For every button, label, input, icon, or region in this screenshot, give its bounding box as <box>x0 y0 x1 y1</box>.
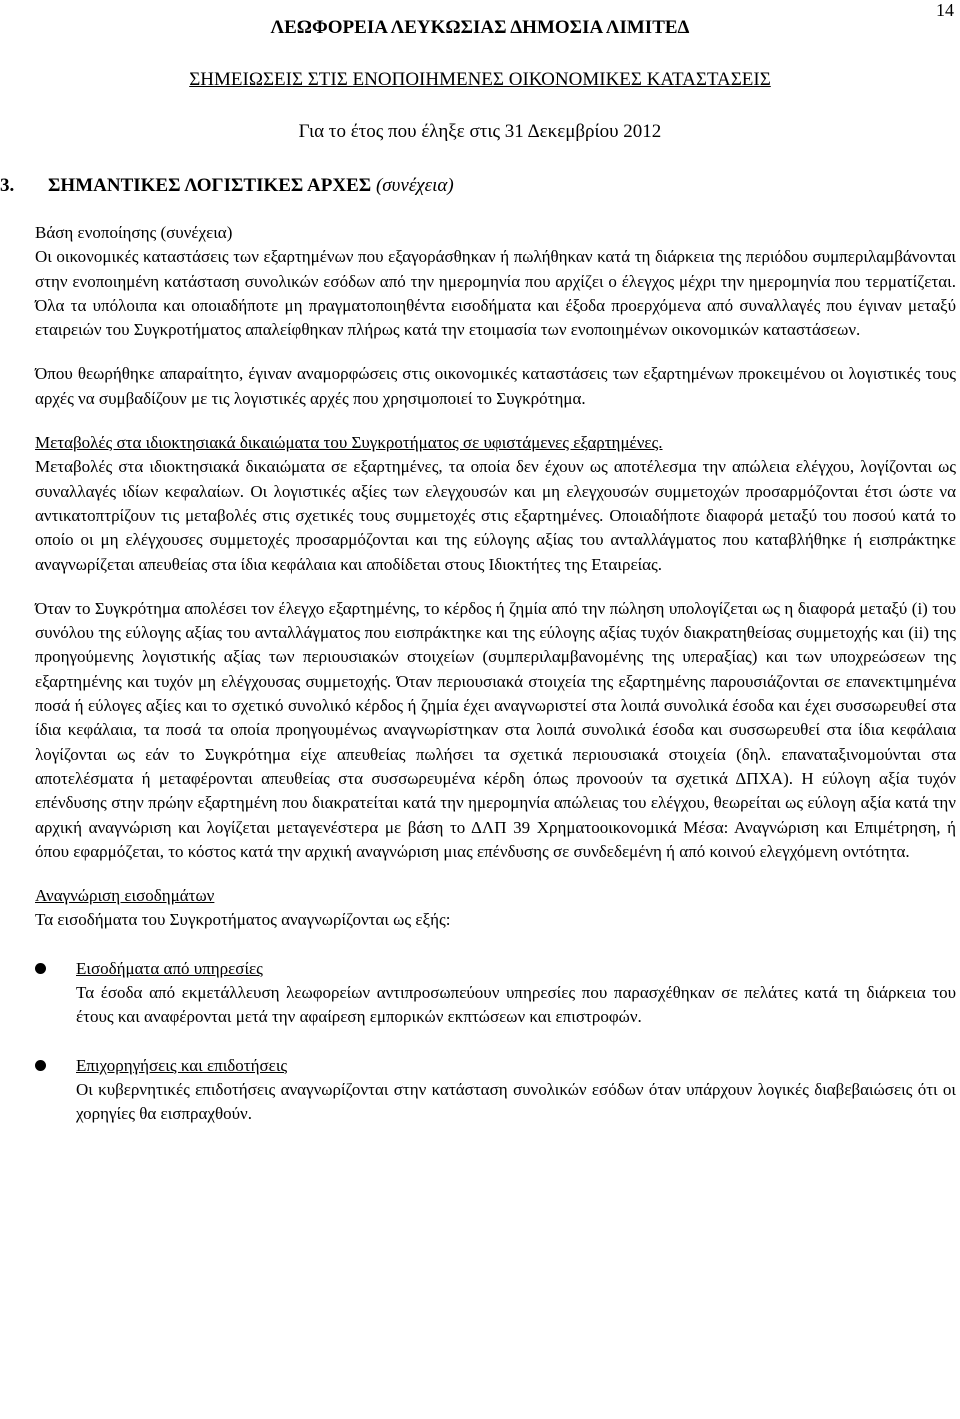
list-item <box>35 1054 956 1127</box>
document-title: ΣΗΜΕΙΩΣΕΙΣ ΣΤΙΣ ΕΝΟΠΟΙΗΜΕΝΕΣ ΟΙΚΟΝΟΜΙΚΕΣ ΚΑΤΑΣΤΑΣΕΙΣ <box>189 69 771 90</box>
ownership-changes-heading: Μεταβολές στα ιδιοκτησιακά δικαιώματα του Συγκροτήματος σε υφιστάμενες εξαρτημένες. <box>35 433 663 453</box>
document-body <box>0 171 956 1127</box>
list-item-text: Τα έσοδα από εκμετάλλευση λεωφορείων αντιπροσωπεύουν υπηρεσίες που παρασχέθηκαν σε πελάτες κατά τη διάρκεια του έτους και αναφέρονται μετά την αφαίρεση εμπορικών εκπτώσεων και επιστροφών. <box>76 983 956 1027</box>
bullet-icon <box>35 963 46 974</box>
section-continued: (συνέχεια) <box>375 175 454 196</box>
list-item <box>35 957 956 1030</box>
list-item-title: Επιχορηγήσεις και επιδοτήσεις <box>76 1055 288 1075</box>
revenue-heading: Αναγνώριση εισοδημάτων <box>35 886 215 906</box>
consolidation-paragraph-1: Οι οικονομικές καταστάσεις των εξαρτημένων που εξαγοράσθηκαν ή πωλήθηκαν κατά τη διάρκεια της περιόδου συμπεριλαμβάνονται στην ενοποιημένη κατάσταση συνολικών εσόδων από την ημερομηνία που αρχίζει ο έλεγχος μέχρι την ημερομηνία που τερματίζεται. Όλα τα υπόλοιπα και οποιαδήποτε μη πραγματοποιηθέντα εισοδήματα και έξοδα προερχόμενα από συναλλαγές που έγιναν μεταξύ εταιρειών του Συγκροτήματος απαλείφθηκαν πλήρως κατά την ετοιμασία των ενοποιημένων οικονομικών καταστάσεων. <box>35 247 956 340</box>
reporting-period: Για το έτος που έληξε στις 31 Δεκεμβρίου 2012 <box>298 121 662 142</box>
consolidation-paragraph-2: Όπου θεωρήθηκε απαραίτητο, έγιναν αναμορφώσεις στις οικονομικές καταστάσεις των εξαρτημένων προκειμένου οι λογιστικές τους αρχές να συμβαδίζουν με τις λογιστικές αρχές που χρησιμοποιεί το Συγκρότημα. <box>35 364 956 408</box>
page-number: 14 <box>936 0 954 20</box>
list-item-title: Εισοδήματα από υπηρεσίες <box>76 958 263 978</box>
bullet-icon <box>35 1060 46 1071</box>
section-heading <box>0 171 956 201</box>
consolidation-heading: Βάση ενοποίησης (συνέχεια) <box>35 223 233 242</box>
revenue-intro: Τα εισοδήματα του Συγκροτήματος αναγνωρίζονται ως εξής: <box>35 910 451 930</box>
section-title: ΣΗΜΑΝΤΙΚΕΣ ΛΟΓΙΣΤΙΚΕΣ ΑΡΧΕΣ <box>48 175 372 196</box>
company-name: ΛΕΩΦΟΡΕΙΑ ΛΕΥΚΩΣΙΑΣ ΔΗΜΟΣΙΑ ΛΙΜΙΤΕΔ <box>270 17 690 38</box>
section-number: 3. <box>0 175 15 196</box>
list-item-text: Οι κυβερνητικές επιδοτήσεις αναγνωρίζονται στην κατάσταση συνολικών εσόδων όταν υπάρχουν λογικές διαβεβαιώσεις ότι οι χορηγίες θα εισπραχθούν. <box>76 1079 956 1124</box>
ownership-changes-paragraph-2: Όταν το Συγκρότημα απολέσει τον έλεγχο εξαρτημένης, το κέρδος ή ζημία από την πώληση υπολογίζεται ως η διαφορά μεταξύ (i) του συνόλου της εύλογης αξίας του ανταλλάγματος που εισπράκτηκε και της εύλογης αξίας τυχόν διακρατηθείσας συμμετοχής και (ii) της προηγούμενης λογιστικής αξίας των περιουσιακών στοιχείων (συμπεριλαμβανομένης της υπεραξίας) και των υποχρεώσεων της εξαρτημένης και τυχόν μη ελέγχουσας συμμετοχής. Όταν περιουσιακά στοιχεία της εξαρτημένης παρουσιάζονται σε επανεκτιμημένα ποσά ή εύλογες αξίες και το σχετικό συνολικό κέρδος ή ζημία έχει αναγνωριστεί στα λοιπά συνολικά έσοδα και έχει συσσωρευθεί στα ίδια κεφάλαια, τα ποσά τα οποία προηγουμένως αναγνωρίστηκαν στα λοιπά συνολικά έσοδα και συσσωρευθεί στα ίδια κεφάλαια λογίζονται ως εάν το Συγκρότημα είχε απευθείας πωλήσει τα σχετικά περιουσιακά στοιχεία (δηλ. επαναταξινομούνται στα αποτελέσματα ή μεταφέρονται απευθείας στα συσσωρευμένα κέρδη όπως προνοούν τα σχετικά ΔΠΧΑ). Η εύλογη αξία τυχόν επένδυσης στην πρώην εξαρτημένη που διακρατείται κατά την ημερομηνία απώλειας του ελέγχου, θεωρείται ως εύλογη αξία κατά την αρχική αναγνώριση και λογίζεται μεταγενέστερα με βάση το ΔΛΠ 39 Χρηματοοικονομικά Μέσα: Αναγνώριση και Επιμέτρηση, ή όπου εφαρμόζεται, το κόστος κατά την αρχική αναγνώριση μιας επένδυσης σε συνδεδεμένη ή από κοινού ελεγχόμενη οντότητα. <box>35 598 956 861</box>
ownership-changes-paragraph-1: Μεταβολές στα ιδιοκτησιακά δικαιώματα σε εξαρτημένες, τα οποία δεν έχουν ως αποτέλεσμα την απώλεια ελέγχου, λογίζονται ως συναλλαγές ιδίων κεφαλαίων. Οι λογιστικές αξίες των ελεγχουσών και μη ελεγχουσών συμμετοχών προσαρμόζονται έτσι ώστε να αντικατοπτρίζουν τις μεταβολές στις σχετικές τους συμμετοχές στις εξαρτημένες. Οποιαδήποτε διαφορά μεταξύ του ποσού κατά το οποίο οι μη ελέγχουσες συμμετοχές προσαρμόζονται και της εύλογης αξίας του ανταλλάγματος που καταβλήθηκε ή εισπράκτηκε αναγνωρίζεται απευθείας στα ίδια κεφάλαια και αποδίδεται στους Ιδιοκτήτες της Εταιρείας. <box>35 457 956 574</box>
